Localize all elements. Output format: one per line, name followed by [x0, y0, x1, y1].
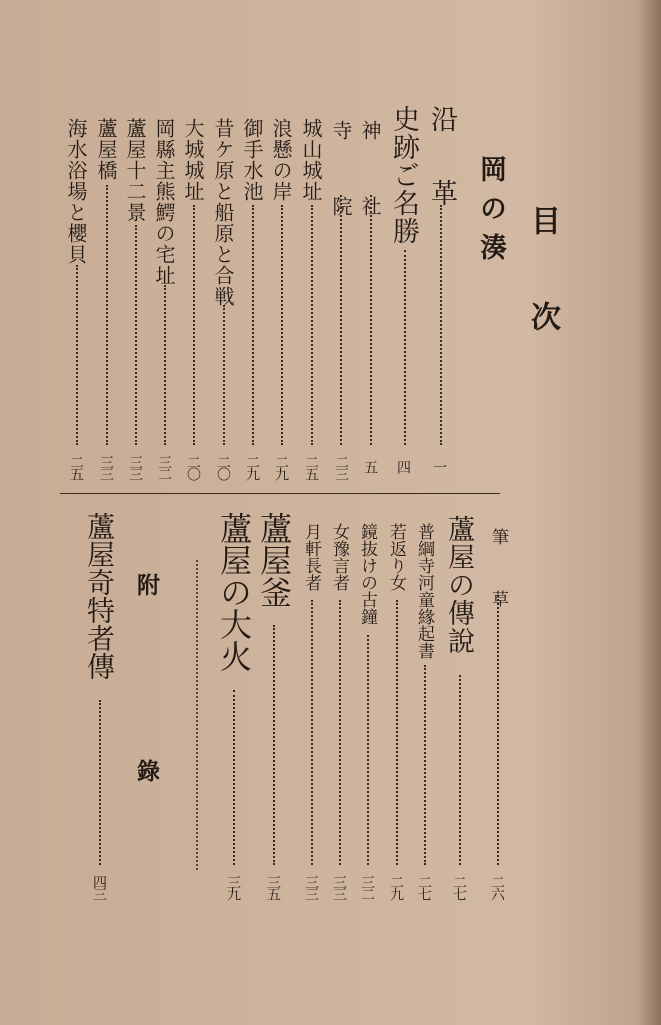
- page-number: 二五: [303, 455, 319, 479]
- page-number: 二三: [333, 455, 349, 479]
- page-number: 三三: [127, 455, 143, 479]
- page-number: 三三: [303, 875, 319, 899]
- toc-entry-kitokusha: 蘆屋奇特者傳: [83, 512, 116, 680]
- section-oka-no-minato: 岡の湊: [475, 155, 506, 272]
- page-number: 三五: [265, 875, 281, 899]
- toc-entry-ashiyabashi: 蘆屋橋: [94, 118, 118, 181]
- appendix-separator: [196, 560, 200, 870]
- page-edge-shadow: [639, 0, 661, 1025]
- leader-dots: [233, 690, 237, 865]
- leader-dots: [424, 665, 428, 865]
- leader-dots: [99, 700, 103, 865]
- page-number: 二九: [273, 455, 289, 479]
- page-number: 二五: [68, 455, 84, 479]
- page-number: 二〇: [185, 455, 201, 479]
- toc-entry-densetsu: 蘆屋の傳說: [443, 515, 474, 655]
- leader-dots: [396, 600, 400, 865]
- page-number: 四: [395, 460, 411, 472]
- page-number: 三二: [359, 875, 375, 899]
- toc-entry-jinja: 神 社: [358, 120, 382, 234]
- page-number: 四三: [91, 875, 107, 899]
- toc-entry-onna-yogensha: 女豫言者: [329, 523, 349, 591]
- page-number: 二九: [244, 455, 260, 479]
- leader-dots: [223, 305, 227, 445]
- toc-entry-kaisuiyokujo: 海水浴場と櫻貝: [64, 118, 88, 265]
- page-number: 二七: [451, 875, 467, 899]
- toc-entry-wakagaeri: 若返り女: [386, 523, 406, 591]
- leader-dots: [193, 205, 197, 445]
- toc-entry-shiseki: 史跡ご名勝: [388, 105, 419, 245]
- leader-dots: [273, 625, 277, 865]
- leader-dots: [281, 205, 285, 445]
- leader-dots: [497, 595, 501, 865]
- toc-entry-shiroyama: 城山城址: [299, 118, 323, 202]
- page-number: 三九: [225, 875, 241, 899]
- leader-dots: [164, 285, 168, 445]
- toc-entry-ashiyagama: 蘆屋釜: [255, 512, 293, 608]
- toc-entry-kappa-engi: 普綱寺河童緣起書: [414, 523, 434, 659]
- leader-dots: [339, 600, 343, 865]
- page-number: 二九: [388, 875, 404, 899]
- toc-entry-namikake: 浪懸の岸: [269, 118, 293, 202]
- toc-entry-fudegusa: 筆 草: [488, 528, 508, 621]
- toc-entry-kagaminuke: 鏡抜けの古鐘: [357, 523, 377, 625]
- leader-dots: [135, 225, 139, 445]
- leader-dots: [76, 265, 80, 445]
- toc-entry-juni-kei: 蘆屋十二景: [123, 118, 147, 223]
- section-divider: [60, 493, 500, 494]
- page-number: 二〇: [215, 455, 231, 479]
- page-number: 二六: [489, 875, 505, 899]
- toc-entry-enkaku: 沿 革: [426, 105, 457, 216]
- toc-entry-oshiro: 大城城址: [181, 118, 205, 202]
- leader-dots: [459, 675, 463, 865]
- page-number: 二七: [416, 875, 432, 899]
- appendix-heading: 附 錄: [133, 573, 160, 852]
- toc-entry-ochozu: 御手水池: [240, 118, 264, 202]
- toc-entry-gekken-choja: 月軒長者: [301, 523, 321, 591]
- leader-dots: [404, 250, 408, 445]
- leader-dots: [340, 195, 344, 445]
- toc-entry-kumawani: 岡縣主熊鰐の宅址: [152, 118, 176, 286]
- toc-entry-mukashigahara: 昔ケ原と船原と合戦: [211, 118, 235, 307]
- leader-dots: [311, 205, 315, 445]
- toc-entry-taika: 蘆屋の大火: [215, 512, 253, 672]
- page-number: 三三: [98, 455, 114, 479]
- leader-dots: [440, 205, 444, 445]
- page-number: 一: [431, 460, 447, 472]
- leader-dots: [311, 600, 315, 865]
- page-number: 三二: [156, 455, 172, 479]
- page-number: 五: [362, 460, 378, 472]
- leader-dots: [367, 635, 371, 865]
- leader-dots: [252, 205, 256, 445]
- toc-entry-jiin: 寺 院: [329, 120, 353, 234]
- toc-title: 目 次: [525, 205, 560, 349]
- leader-dots: [370, 195, 374, 445]
- page-number: 三三: [331, 875, 347, 899]
- leader-dots: [106, 185, 110, 445]
